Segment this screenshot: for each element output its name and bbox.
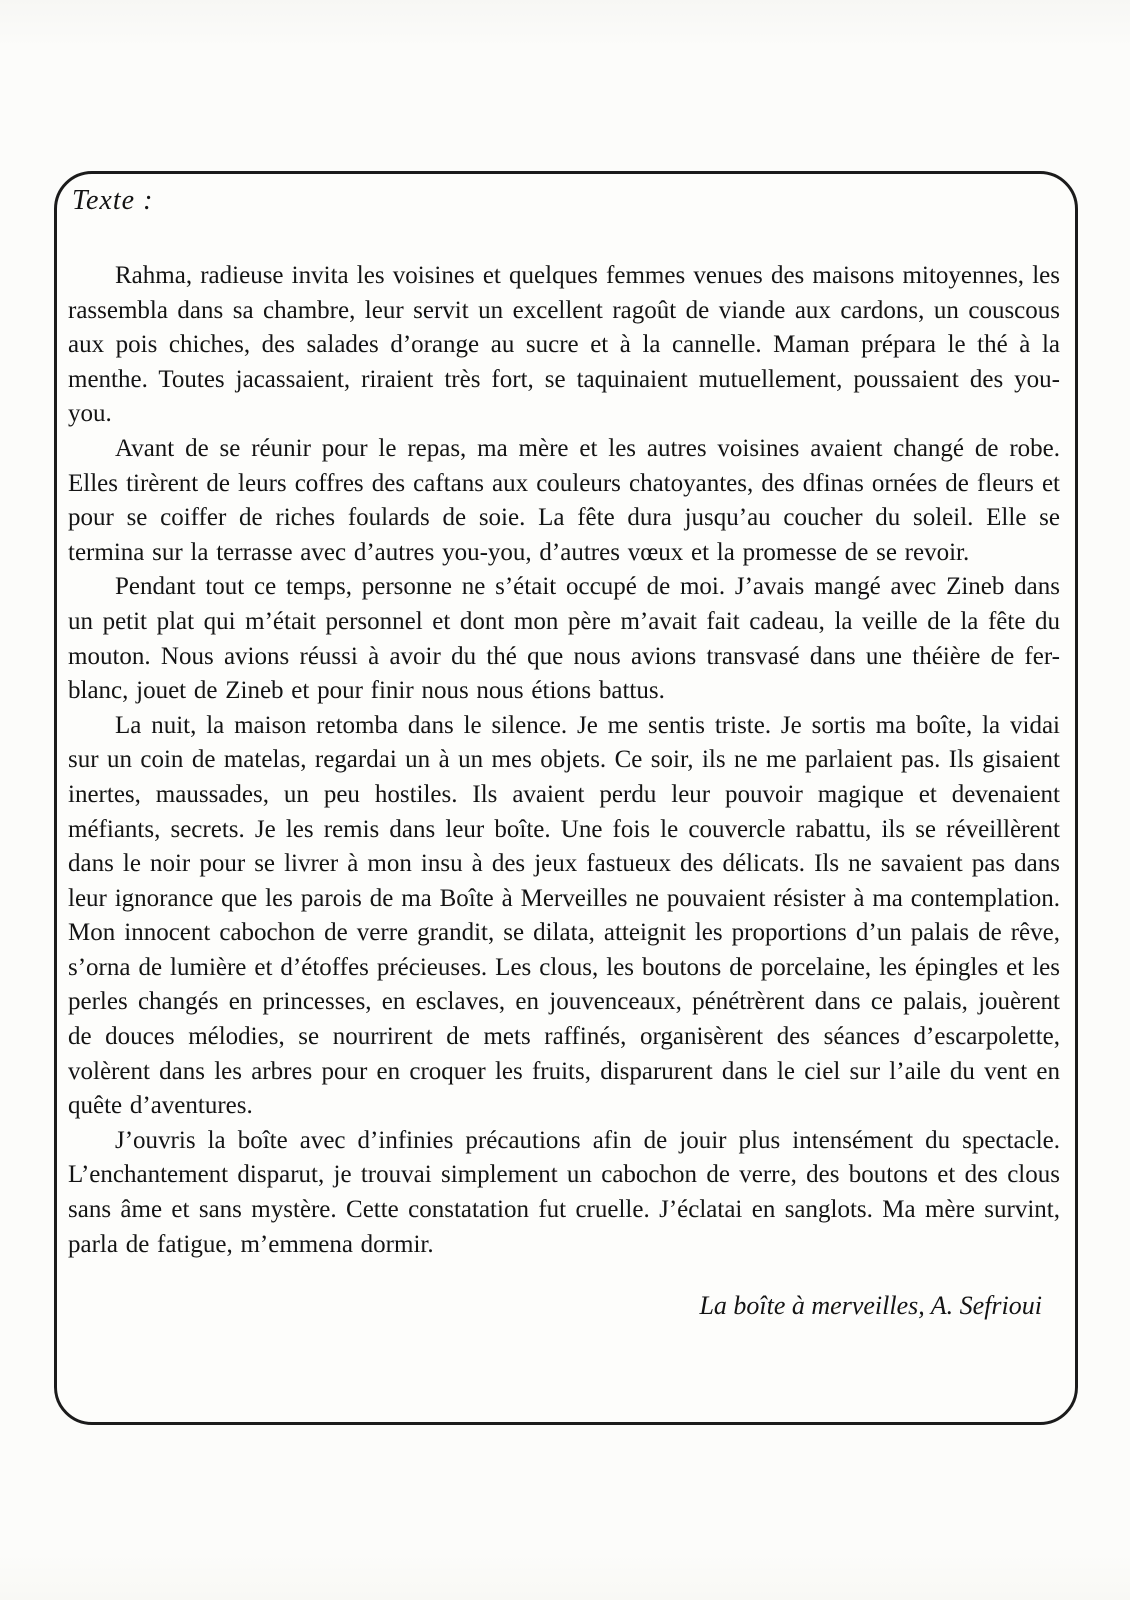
paragraph-2: Avant de se réunir pour le repas, ma mère et les autres voisines avaient changé de robe. Elles tirèrent de leurs coffres des caftans aux couleurs chatoyantes, des dfinas ornées de fleurs et pour se coiffer de riches foulards de soie. La fête dura jusqu’au coucher du soleil. Elle se termina sur la terrasse avec d’autres you-you, d’autres vœux et la promesse de se revoir. (68, 434, 1060, 566)
paragraph-3: Pendant tout ce temps, personne ne s’était occupé de moi. J’avais mangé avec Zineb dans un petit plat qui m’était personnel et dont mon père m’avait fait cadeau, la veille de la fête du mouton. Nous avions réussi à avoir du thé que nous avions transvasé dans une théière de fer-blanc, jouet de Zineb et pour finir nous nous étions battus. (68, 573, 1060, 705)
paragraph-4: La nuit, la maison retomba dans le silence. Je me sentis triste. Je sortis ma boîte, la vidai sur un coin de matelas, regardai un à un mes objets. Ce soir, ils ne me parlaient pas. Ils gisaient inertes, maussades, un peu hostiles. Ils avaient perdu leur pouvoir magique et devenaient méfiants, secrets. Je les remis dans leur boîte. Une fois le couvercle rabattu, ils se réveillèrent dans le noir pour se livrer à mon insu à des jeux fastueux des délicats. Ils ne savaient pas dans leur ignorance que les parois de ma Boîte à Merveilles ne pouvaient résister à ma contemplation. Mon innocent cabochon de verre grandit, se dilata, atteignit les proportions d’un palais de rêve, s’orna de lumière et d’étoffes précieuses. Les clous, les boutons de porcelaine, les épingles et les perles changés en princesses, en esclaves, en jouvenceaux, pénétrèrent dans ce palais, jouèrent de douces mélodies, se nourrirent de mets raffinés, organisèrent des séances d’escarpolette, volèrent dans les arbres pour en croquer les fruits, disparurent dans le ciel sur l’aile du vent en quête d’aventures. (68, 711, 1060, 1120)
source-attribution: La boîte à merveilles, A. Sefrioui (699, 1291, 1042, 1321)
excerpt-body (68, 259, 1060, 1262)
texte-heading: Texte : (72, 185, 154, 216)
paragraph-1: Rahma, radieuse invita les voisines et quelques femmes venues des maisons mitoyennes, les rassembla dans sa chambre, leur servit un excellent ragoût de viande aux cardons, un couscous aux pois chiches, des salades d’orange au sucre et à la cannelle. Maman prépara le thé à la menthe. Toutes jacassaient, riraient très fort, se taquinaient mutuellement, poussaient des you-you. (68, 262, 1060, 428)
text-frame (54, 171, 1078, 1425)
paragraph-5: J’ouvris la boîte avec d’infinies précautions afin de jouir plus intensément du spectacle. L’enchantement disparut, je trouvai simplement un cabochon de verre, des boutons et des clous sans âme et sans mystère. Cette constatation fut cruelle. J’éclatai en sanglots. Ma mère survint, parla de fatigue, m’emmena dormir. (68, 1126, 1060, 1258)
